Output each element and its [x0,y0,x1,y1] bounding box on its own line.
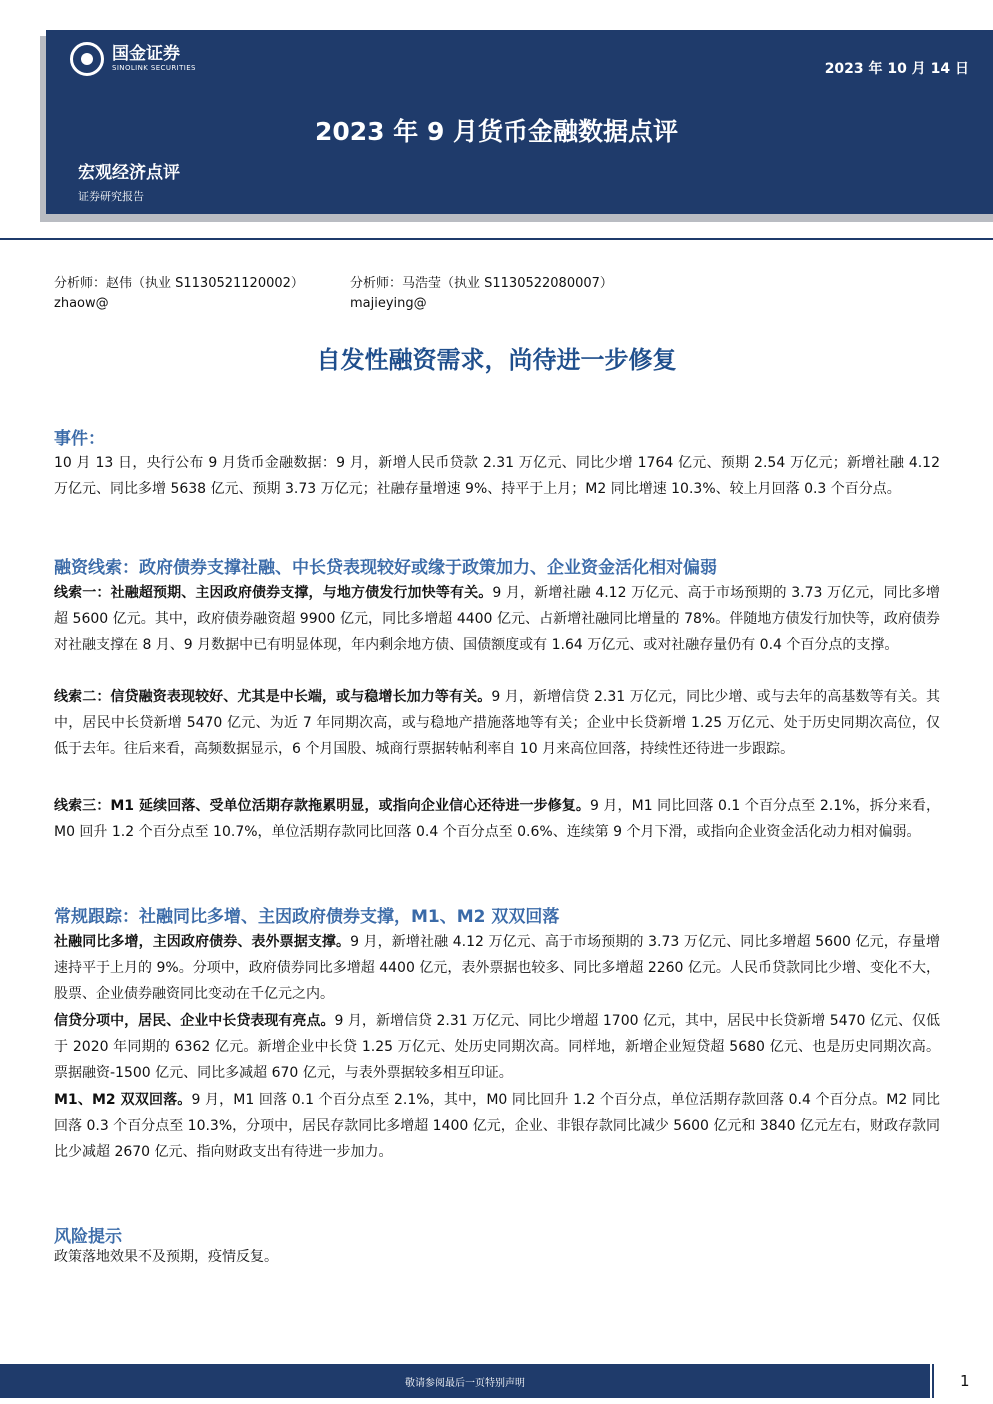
analyst-1-email: zhaow@ [54,296,109,311]
financing-paragraph-3 [54,793,940,845]
logo-english-name: SINOLINK SECURITIES [112,64,196,72]
financing-text-3: 9 月，M1 同比回落 0.1 个百分点至 2.1%，拆分来看，M0 回升 1.2 个百分点至 10.7%，单位活期存款同比回落 0.4 个百分点至 0.6%、连续第 9 个月下滑，或指向企业资金活化动力相对偏弱。 [54,798,940,840]
footer-disclaimer: 敬请参阅最后一页特别声明 [405,1378,525,1389]
section-heading-financing: 融资线索：政府债券支撑社融、中长贷表现较好或缘于政策加力、企业资金活化相对偏弱 [54,558,717,578]
tracking-text-2: 9 月，新增信贷 2.31 万亿元、同比少增超 1700 亿元，其中，居民中长贷新增 5470 亿元、仅低于 2020 年同期的 6362 亿元。新增企业中长贷 1.25 万亿元、处历史同期次高。同样地，新增企业短贷超 5680 亿元、也是历史同期次高。票据融资-1500 亿元、同比多减超 670 亿元，与表外票据较多相互印证。 [54,1013,940,1081]
report-type: 证券研究报告 [78,190,144,203]
analyst-2-name: 分析师：马浩莹（执业 S1130522080007） [350,276,613,291]
tracking-lead-1: 社融同比多增，主因政府债券、表外票据支撑。 [54,934,351,950]
logo-text [112,45,196,73]
financing-lead-2: 线索二：信贷融资表现较好、尤其是中长端，或与稳增长加力等有关。 [54,689,492,705]
brand-logo [70,42,196,76]
section-heading-tracking: 常规跟踪：社融同比多增、主因政府债券支撑，M1、M2 双双回落 [54,907,560,927]
header-divider [0,238,993,240]
page-number: 1 [960,1372,970,1390]
report-date: 2023 年 10 月 14 日 [824,61,969,77]
logo-chinese-name: 国金证券 [112,44,180,64]
analyst-1 [54,274,304,314]
tracking-text-3: 9 月，M1 回落 0.1 个百分点至 2.1%，其中，M0 同比回升 1.2 个百分点，单位活期存款回落 0.4 个百分点。M2 同比回落 0.3 个百分点至 10.3%，分项中，居民存款同比多增超 1400 亿元，企业、非银存款同比减少 5600 亿元和 3840 亿元左右，财政存款同比少减超 2670 亿元、指向财政支出有待进一步加力。 [54,1092,940,1160]
tracking-paragraph-2 [54,1008,940,1086]
financing-text-1: 9 月，新增社融 4.12 万亿元、高于市场预期的 3.73 万亿元，同比多增超 5600 亿元。其中，政府债券融资超 9900 亿元，同比多增超 4400 亿元、占新增社融同比增量的 78%。伴随地方债发行加快等，政府债券对社融支撑在 8 月、9 月数据中已有明显体现，年内剩余地方债、国债额度或有 1.64 万亿元、或对社融存量仍有 0.4 个百分点的支撑。 [54,585,940,653]
section-heading-event: 事件： [54,429,105,449]
financing-lead-1: 线索一：社融超预期、主因政府债券支撑，与地方债发行加快等有关。 [54,585,493,601]
analyst-1-name: 分析师：赵伟（执业 S1130521120002） [54,276,304,291]
tracking-paragraph-1 [54,929,940,1007]
risk-paragraph: 政策落地效果不及预期，疫情反复。 [54,1249,278,1265]
headline: 自发性融资需求，尚待进一步修复 [316,346,677,374]
footer-divider [932,1364,934,1398]
section-heading-risk: 风险提示 [54,1227,122,1247]
tracking-text-1: 9 月，新增社融 4.12 万亿元、高于市场预期的 3.73 万亿元、同比多增超 5600 亿元，存量增速持平于上月的 9%。分项中，政府债券同比多增超 4400 亿元，表外票据也较多、同比多增超 2260 亿元。人民币贷款同比少增、变化不大，股票、企业债券融资同比变动在千亿元之内。 [54,934,940,1002]
sinolink-logo-icon [70,42,104,76]
financing-lead-3: 线索三：M1 延续回落、受单位活期存款拖累明显，或指向企业信心还待进一步修复。 [54,798,590,814]
tracking-lead-3: M1、M2 双双回落。 [54,1092,192,1108]
report-category: 宏观经济点评 [78,163,180,183]
tracking-lead-2: 信贷分项中，居民、企业中长贷表现有亮点。 [54,1013,335,1029]
analyst-2-email: majieying@ [350,296,427,311]
tracking-paragraph-3 [54,1087,940,1165]
financing-paragraph-2 [54,684,940,762]
financing-text-2: 9 月，新增信贷 2.31 万亿元，同比少增、或与去年的高基数等有关。其中，居民中长贷新增 5470 亿元、为近 7 年同期次高，或与稳地产措施落地等有关；企业中长贷新增 1.25 万亿元、处于历史同期次高位，仅低于去年。往后来看，高频数据显示，6 个月国股、城商行票据转帖利率自 10 月来高位回落，持续性还待进一步跟踪。 [54,689,940,757]
financing-paragraph-1 [54,580,940,658]
analyst-2 [350,274,613,314]
event-paragraph: 10 月 13 日，央行公布 9 月货币金融数据：9 月，新增人民币贷款 2.31 万亿元、同比少增 1764 亿元、预期 2.54 万亿元；新增社融 4.12 万亿元、同比多增 5638 亿元、预期 3.73 万亿元；社融存量增速 9%、持平于上月；M2 同比增速 10.3%、较上月回落 0.3 个百分点。 [54,455,940,497]
report-title: 2023 年 9 月货币金融数据点评 [314,117,679,146]
